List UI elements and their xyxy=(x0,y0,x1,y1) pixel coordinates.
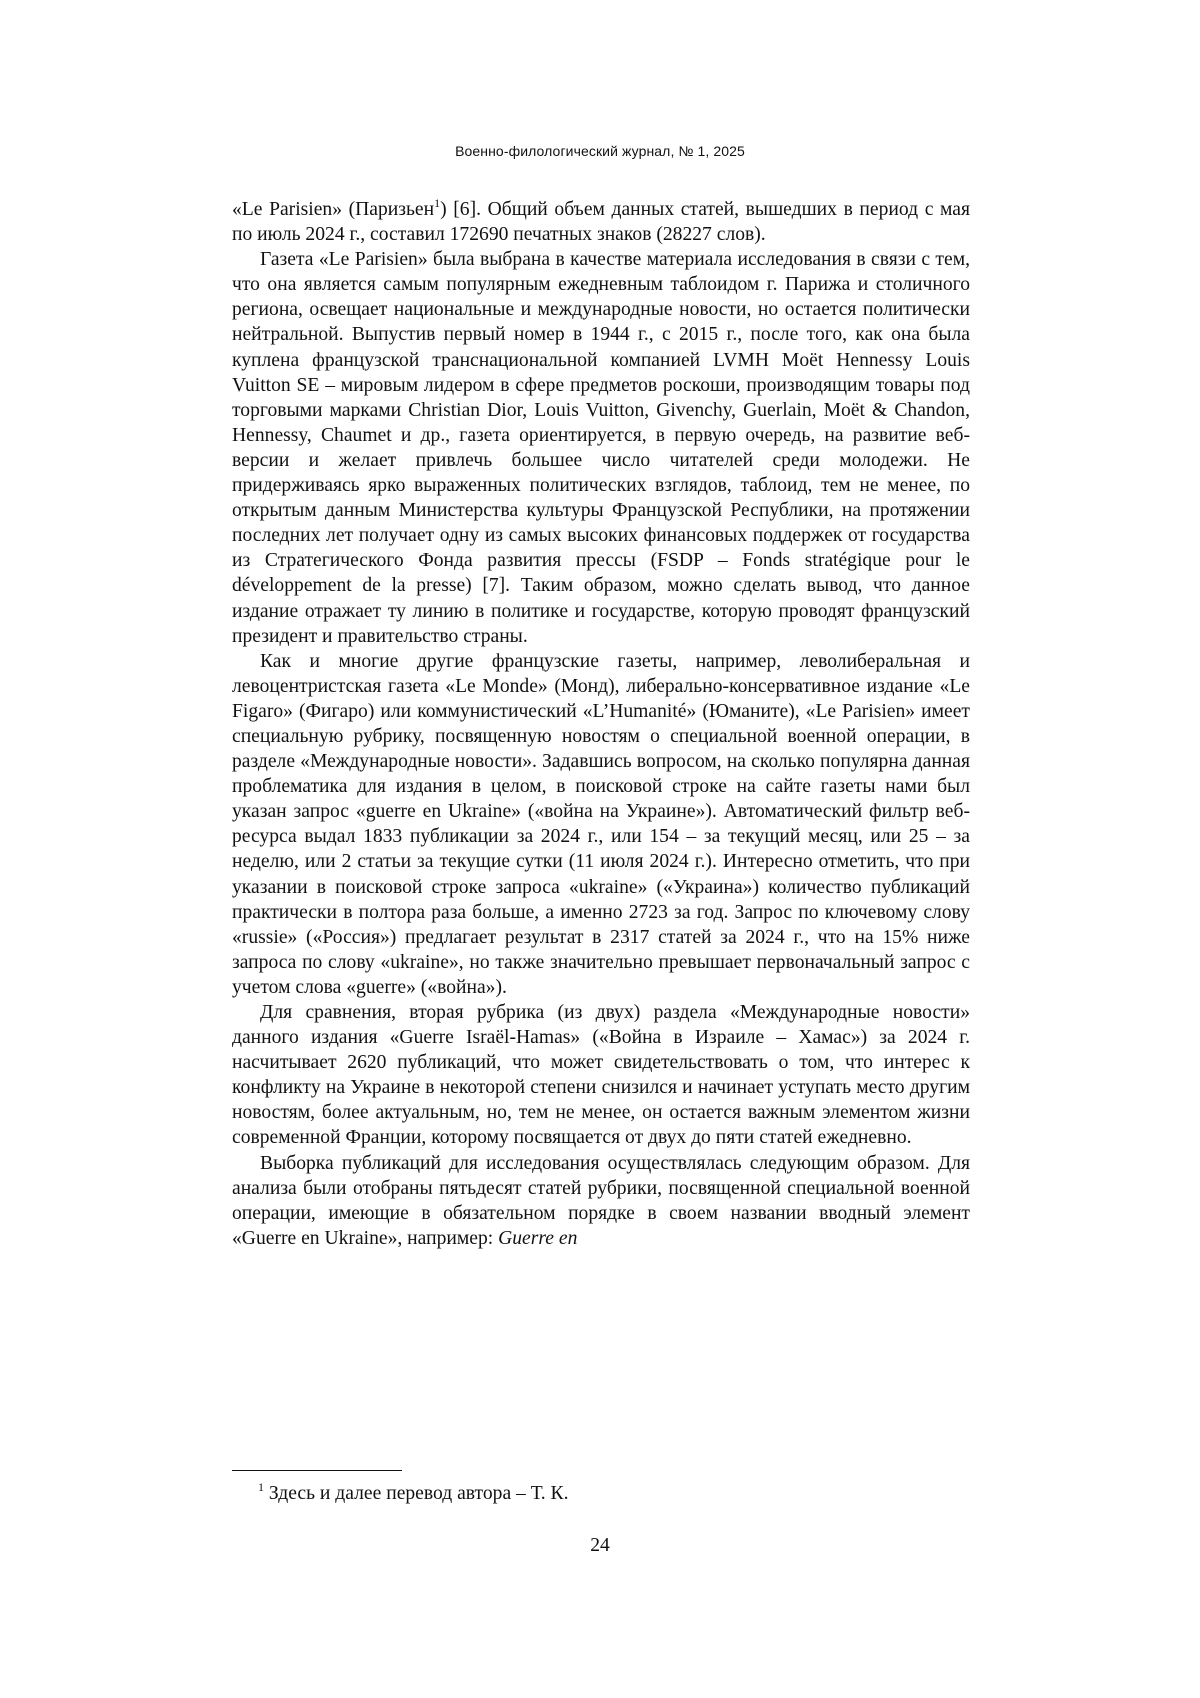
footnote-marker: 1 xyxy=(258,1480,264,1494)
paragraph-1-text-continued: ) [6]. Общий объем данных статей, вышедших в период с мая по июль 2024 г., составил 172690 печатных знаков (28227 слов). xyxy=(232,199,970,246)
paragraph-4: Для сравнения, вторая рубрика (из двух) раздела «Международные новости» данного издания «Guerre Israël-Hamas» («Война в Израиле – Хамас») за 2024 г. насчитывает 2620 публикаций, что может свидетельствовать о том, что интерес к конфликту на Украине в некоторой степени снизился и начинает уступать место другим новостям, более актуальным, но, тем не менее, он остается важным элементом жизни современной Франции, которому посвящается от двух до пяти статей ежедневно. xyxy=(232,1002,970,1149)
paragraph-5-italic-example: Guerre en xyxy=(498,1227,578,1249)
paragraph-5 xyxy=(232,1151,970,1251)
paragraph-3: Как и многие другие французские газеты, например, леволиберальная и левоцентристская газета «Le Monde» (Монд), либерально-консервативное издание «Le Figaro» (Фигаро) или коммунистический «L’Humanité» (Юманите), «Le Parisien» имеет специальную рубрику, посвященную новостям о специальной военной операции, в разделе «Международные новости». Задавшись вопросом, на сколько популярна данная проблематика для издания в целом, в поисковой строке на сайте газеты нами был указан запрос «guerre en Ukraine» («война на Украине»). Автоматический фильтр веб-ресурса выдал 1833 публикации за 2024 г., или 154 – за текущий месяц, или 25 – за неделю, или 2 статьи за текущие сутки (11 июля 2024 г.). Интересно отметить, что при указании в поисковой строке запроса «ukraine» («Украина») количество публикаций практически в полтора раза больше, а именно 2723 за год. Запрос по ключевому слову «russie» («Россия») предлагает результат в 2317 статей за 2024 г., что на 15% ниже запроса по слову «ukraine», но также значительно превышает первоначальный запрос с учетом слова «guerre» («война»). xyxy=(232,650,970,998)
paragraph-5-text: Выборка публикаций для исследования осуществлялась следующим образом. Для анализа были отобраны пятьдесят статей рубрики, посвященной специальной военной операции, имеющие в обязательном порядке в своем названии вводный элемент «Guerre en Ukraine», например: xyxy=(232,1152,970,1249)
footnote-reference: 1 xyxy=(434,196,441,210)
article-body xyxy=(232,197,970,1251)
paragraph-1 xyxy=(232,197,970,247)
paragraph-2: Газета «Le Parisien» была выбрана в качестве материала исследования в связи с тем, что она является самым популярным ежедневным таблоидом г. Парижа и столичного региона, освещает национальные и международные новости, но остается политически нейтральной. Выпустив первый номер в 1944 г., с 2015 г., после того, как она была куплена французской транснациональной компанией LVMH Moët Hennessy Louis Vuitton SE – мировым лидером в сфере предметов роскоши, производящим товары под торговыми марками Christian Dior, Louis Vuitton, Givenchy, Guerlain, Moët & Chandon, Hennessy, Chaumet и др., газета ориентируется, в первую очередь, на развитие веб-версии и желает привлечь большее число читателей среди молодежи. Не придерживаясь ярко выраженных политических взглядов, таблоид, тем не менее, по открытым данным Министерства культуры Французской Республики, на протяжении последних лет получает одну из самых высоких финансовых поддержек от государства из Стратегического Фонда развития прессы (FSDP – Fonds stratégique pour le développement de la presse) [7]. Таким образом, можно сделать вывод, что данное издание отражает ту линию в политике и государстве, которую проводят французский президент и правительство страны. xyxy=(232,249,970,647)
running-header: Военно-филологический журнал, № 1, 2025 xyxy=(455,143,745,159)
paragraph-1-text: «Le Parisien» (Паризьен xyxy=(232,199,435,220)
page-number: 24 xyxy=(590,1535,610,1556)
footnote-separator xyxy=(232,1470,402,1471)
footnote-text: Здесь и далее перевод автора – Т. К. xyxy=(264,1483,569,1504)
footnote xyxy=(258,1481,958,1506)
